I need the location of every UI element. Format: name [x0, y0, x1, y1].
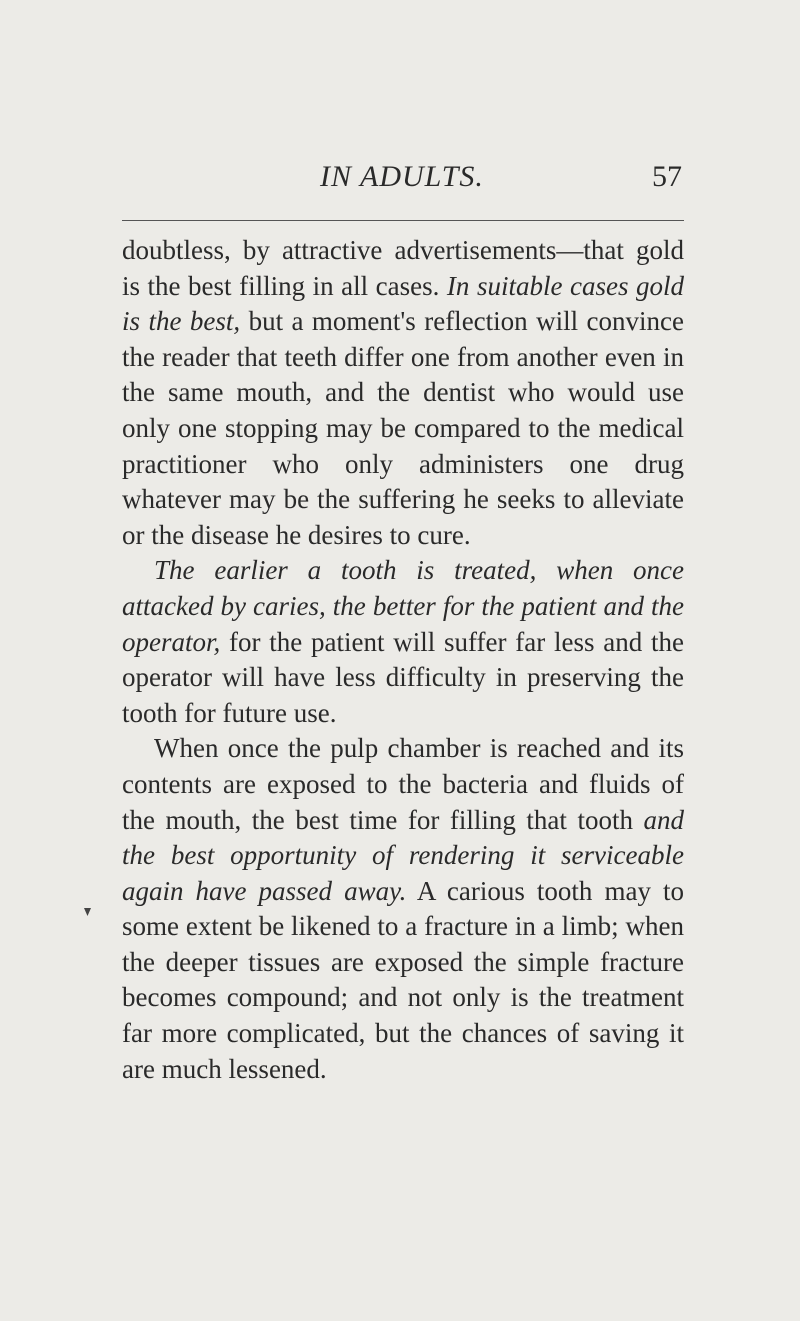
paragraph-2-segment-2: for the patient will suffer far less and the operator will have less difficulty in preserving the tooth for future use. — [122, 626, 684, 728]
header-rule — [122, 220, 684, 221]
body-text — [122, 233, 684, 1087]
paragraph-2 — [122, 553, 684, 731]
paragraph-1-segment-3: but a moment's reflection will convince the reader that teeth differ one from another even in the same mouth, and the dentist who would use only one stopping may be compared to the medical practitioner who only administers one drug whatever may be the suffering he seeks to alleviate or the disease he desires to cure. — [122, 306, 684, 550]
page-number: 57 — [652, 160, 682, 193]
paragraph-3-segment-1: When once the pulp chamber is reached and its contents are exposed to the bacteria and fluids of the mouth, the best time for filling that tooth — [122, 733, 684, 835]
margin-mark — [84, 908, 91, 916]
paragraph-3 — [122, 731, 684, 1087]
running-head — [122, 160, 682, 200]
running-title: IN ADULTS. — [320, 160, 484, 193]
paragraph-3-segment-2: and the best opportunity of rendering it serviceable again have passed away. — [122, 804, 684, 906]
paragraph-1 — [122, 233, 684, 553]
paragraph-2-segment-1: The earlier a tooth is treated, when once attacked by caries, the better for the patient and the operator, — [122, 555, 684, 657]
paragraph-1-segment-1: doubtless, by attractive advertisements—that gold is the best filling in all cases. — [122, 235, 684, 301]
paragraph-3-segment-3: A carious tooth may to some extent be likened to a fracture in a limb; when the deeper tissues are exposed the simple fracture becomes compound; and not only is the treatment far more complicated, but the chances of saving it are much lessened. — [122, 875, 684, 1084]
paragraph-1-segment-2: In suitable cases gold is the best, — [122, 270, 684, 337]
